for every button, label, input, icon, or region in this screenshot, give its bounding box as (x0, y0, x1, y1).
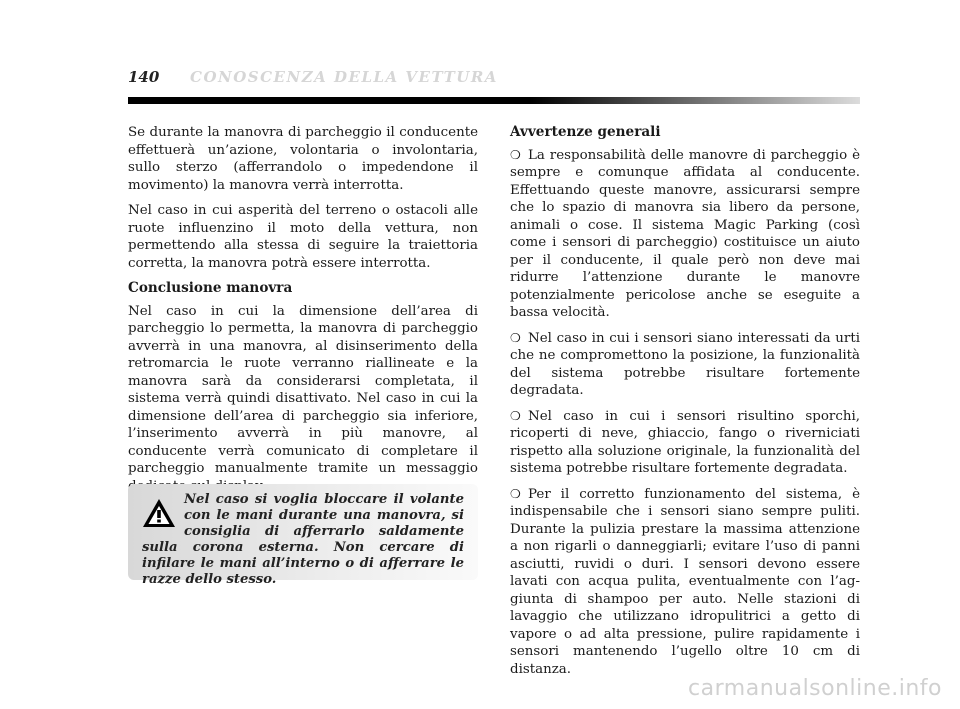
bullet-item: ❍ Nel caso in cui i sensori siano interessati da urti che ne compromettono la posizione, la funzionalità del sistema potrebbe risultare fortemente degradata. (510, 330, 860, 398)
bullet-icon: ❍ (510, 486, 521, 501)
bullet-icon: ❍ (510, 147, 521, 162)
paragraph: Se durante la manovra di parcheggio il conducente effettuerà un’azione, volontaria o involontaria, sullo sterzo (afferrandolo o impedendone il movimento) la manovra verrà interrotta. (128, 125, 478, 193)
bullet-item: ❍ Per il corretto funzionamento del sistema, è indispensabile che i sensori siano sempre puliti. Durante la pulizia prestare la massima attenzione a non rigarli o danneggiarli; evitare l’uso di panni asciutti, ruvidi o duri. I sensori devono essere lavati con acqua pulita, eventualmente con l’aggiunta di shampoo per auto. Nelle stazioni di lavaggio che utilizzano idropulitrici a getto di vapore o ad alta pressione, pulire rapidamente i sensori mantenendo l’ugello oltre 10 cm di distanza. (510, 486, 860, 677)
watermark: carmanualsonline.info (688, 676, 942, 701)
subheading-avvertenze: Avvertenze generali (510, 124, 661, 140)
page-header (128, 62, 860, 92)
left-column (128, 124, 478, 503)
warning-box (128, 484, 478, 587)
bullet-item: ❍ La responsabilità delle manovre di parcheggio è sempre e comunque affidata al conducente. Effettuando queste manovre, assicurarsi sempre che lo spazio di manovra sia libero da persone, animali o cose. Il sistema Magic Parking (così come i sensori di parcheggio) costituisce un aiuto per il conducente, il quale però non deve mai ridurre l’attenzione durante le manovre potenzialmente pericolose anche se eseguite a bassa velocità. (510, 147, 860, 320)
section-title: CONOSCENZA DELLA VETTURA (190, 68, 498, 86)
warning-text: Nel caso si voglia bloccare il volante con le mani durante una manovra, si consiglia di afferrarlo saldamente sulla corona esterna. Non cercare di infilare le mani all’interno o di afferrare le razze dello stesso. (142, 492, 464, 587)
right-column (510, 124, 860, 686)
page-number: 140 (128, 68, 160, 86)
bullet-icon: ❍ (510, 330, 521, 345)
bullet-icon: ❍ (510, 408, 521, 423)
header-rule (128, 97, 860, 104)
subheading-conclusione: Conclusione manovra (128, 280, 293, 296)
bullet-item: ❍ Nel caso in cui i sensori risultino sporchi, ricoperti di neve, ghiaccio, fango o riverniciati rispetto alla soluzione originale, la funzionalità del sistema potrebbe risultare fortemente degradata. (510, 408, 860, 476)
paragraph: Nel caso in cui la dimensione dell’area di parcheggio lo permetta, la manovra di parcheggio avverrà in una manovra, al disinserimento della retromarcia le ruote verranno riallineate e la manovra sarà da considerarsi completata, il sistema verrà quindi disattivato. Nel caso in cui la dimensione dell’area di parcheggio sia inferiore, l’inserimento avverrà in più manovre, al conducente verrà comunicato di completare il parcheggio manualmente tramite un messaggio (128, 303, 478, 476)
paragraph: Nel caso in cui asperità del terreno o ostacoli alle ruote influenzino il moto della vettura, non permettendo alla stessa di seguire la traiettoria corretta, la manovra potrà essere interrotta. (128, 203, 478, 271)
